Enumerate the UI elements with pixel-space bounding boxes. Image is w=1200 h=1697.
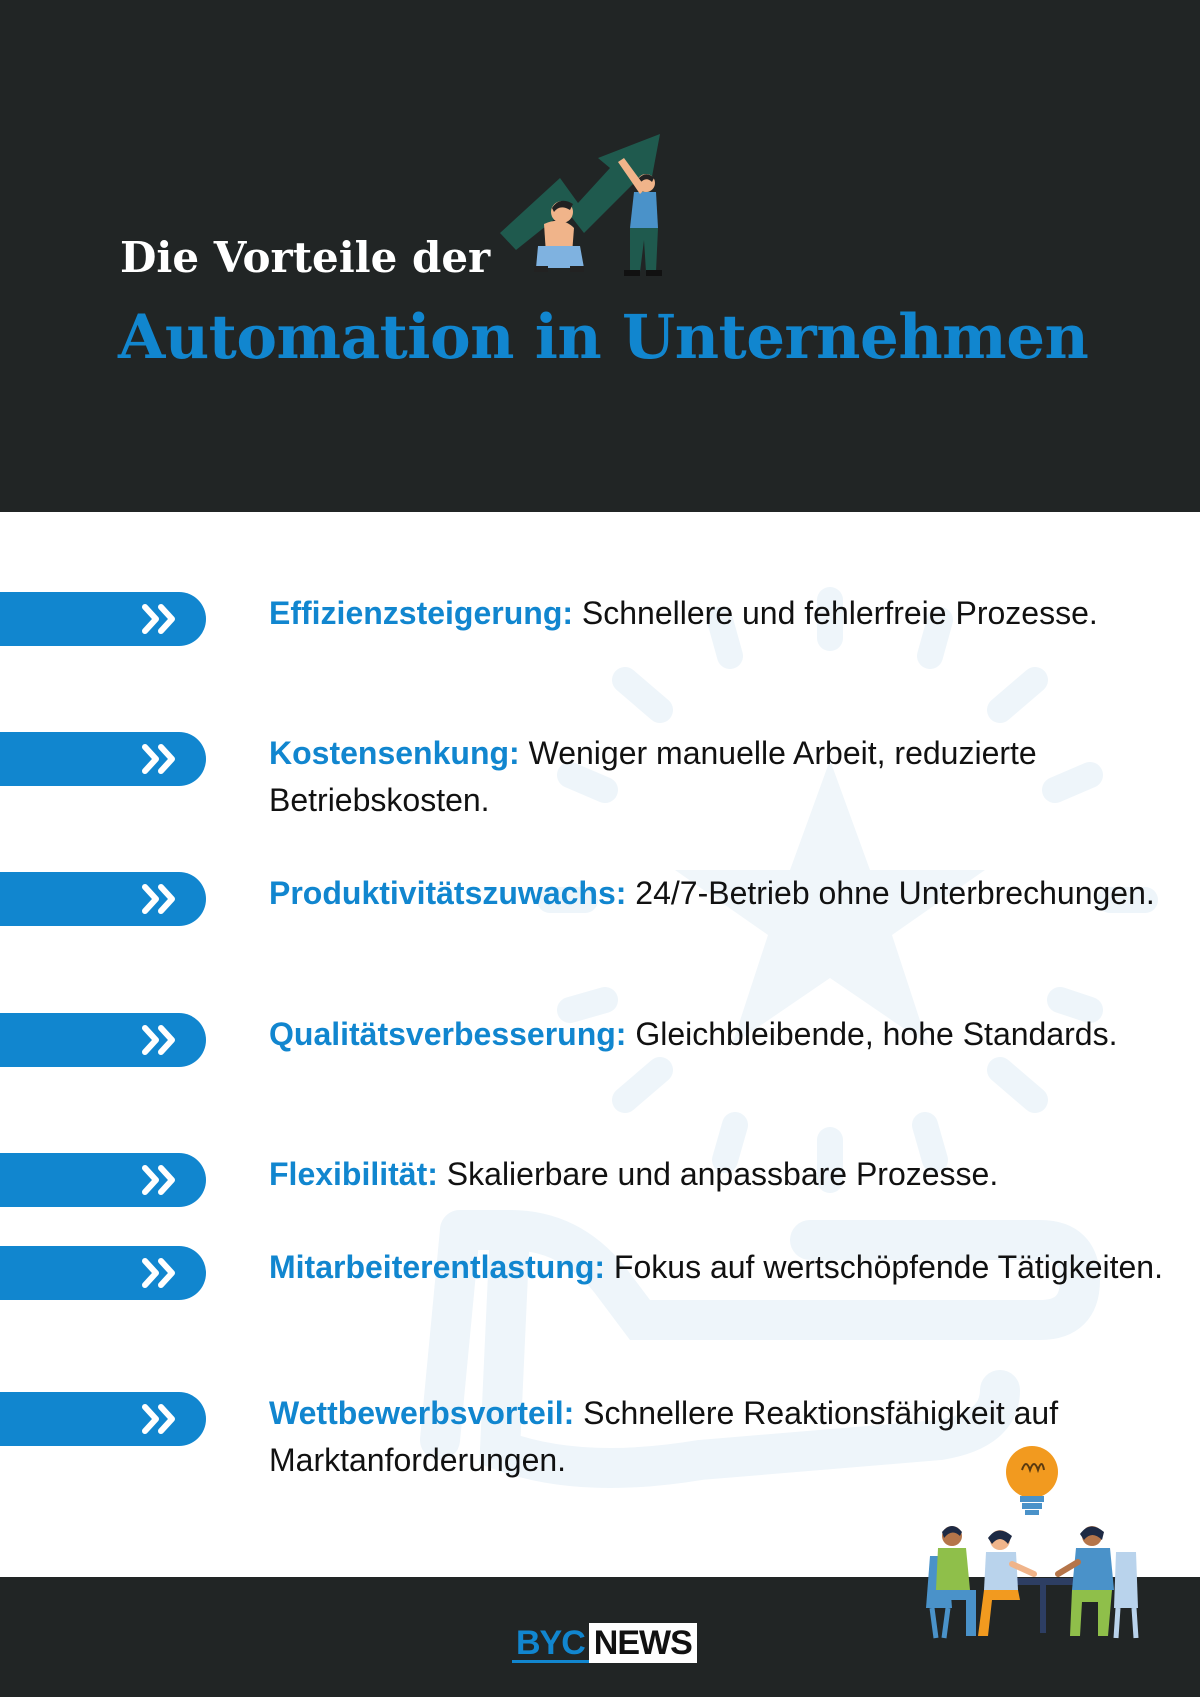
benefit-description: Gleichbleibende, hohe Standards. — [626, 1016, 1118, 1052]
arrow-tab — [0, 872, 206, 926]
benefit-text — [269, 870, 1169, 917]
arrow-tab — [0, 592, 206, 646]
benefit-description: Weniger manuelle Arbeit, reduzierte Betriebskosten. — [269, 735, 1037, 818]
header-subtitle: Die Vorteile der — [120, 233, 491, 282]
arrow-tab — [0, 1013, 206, 1067]
benefit-text — [269, 730, 1169, 824]
benefit-description: Schnellere und fehlerfreie Prozesse. — [573, 595, 1098, 631]
growth-arrow-illustration — [500, 128, 670, 288]
benefit-description: Fokus auf wertschöpfende Tätigkeiten. — [605, 1249, 1163, 1285]
arrow-tab — [0, 1392, 206, 1446]
arrow-tab — [0, 1153, 206, 1207]
double-chevron-icon — [142, 604, 182, 634]
benefit-text — [269, 1244, 1169, 1291]
logo-news: NEWS — [589, 1623, 697, 1663]
arrow-tab — [0, 732, 206, 786]
benefit-text — [269, 590, 1169, 637]
benefit-description: Schnellere Reaktionsfähigkeit auf Marktanforderungen. — [269, 1395, 1059, 1478]
arrow-tab — [0, 1246, 206, 1300]
double-chevron-icon — [142, 1404, 182, 1434]
header-banner — [0, 0, 1200, 512]
lightbulb-team-illustration — [922, 1440, 1142, 1640]
benefit-text — [269, 1151, 1169, 1198]
byc-news-logo — [512, 1623, 697, 1663]
benefit-label: Kostensenkung: — [269, 735, 520, 771]
double-chevron-icon — [142, 1258, 182, 1288]
benefit-label: Effizienzsteigerung: — [269, 595, 574, 631]
benefit-description: Skalierbare und anpassbare Prozesse. — [437, 1156, 999, 1192]
benefit-label: Wettbewerbsvorteil: — [269, 1395, 575, 1431]
double-chevron-icon — [142, 1025, 182, 1055]
double-chevron-icon — [142, 1165, 182, 1195]
benefit-label: Mitarbeiterentlastung: — [269, 1249, 606, 1285]
benefit-description: 24/7-Betrieb ohne Unterbrechungen. — [626, 875, 1155, 911]
benefit-label: Flexibilität: — [269, 1156, 438, 1192]
double-chevron-icon — [142, 884, 182, 914]
benefit-label: Produktivitätszuwachs: — [269, 875, 627, 911]
double-chevron-icon — [142, 744, 182, 774]
benefit-label: Qualitätsverbesserung: — [269, 1016, 627, 1052]
header-title: Automation in Unternehmen — [118, 302, 1089, 373]
logo-byc: BYC — [512, 1623, 589, 1663]
benefit-text — [269, 1011, 1169, 1058]
